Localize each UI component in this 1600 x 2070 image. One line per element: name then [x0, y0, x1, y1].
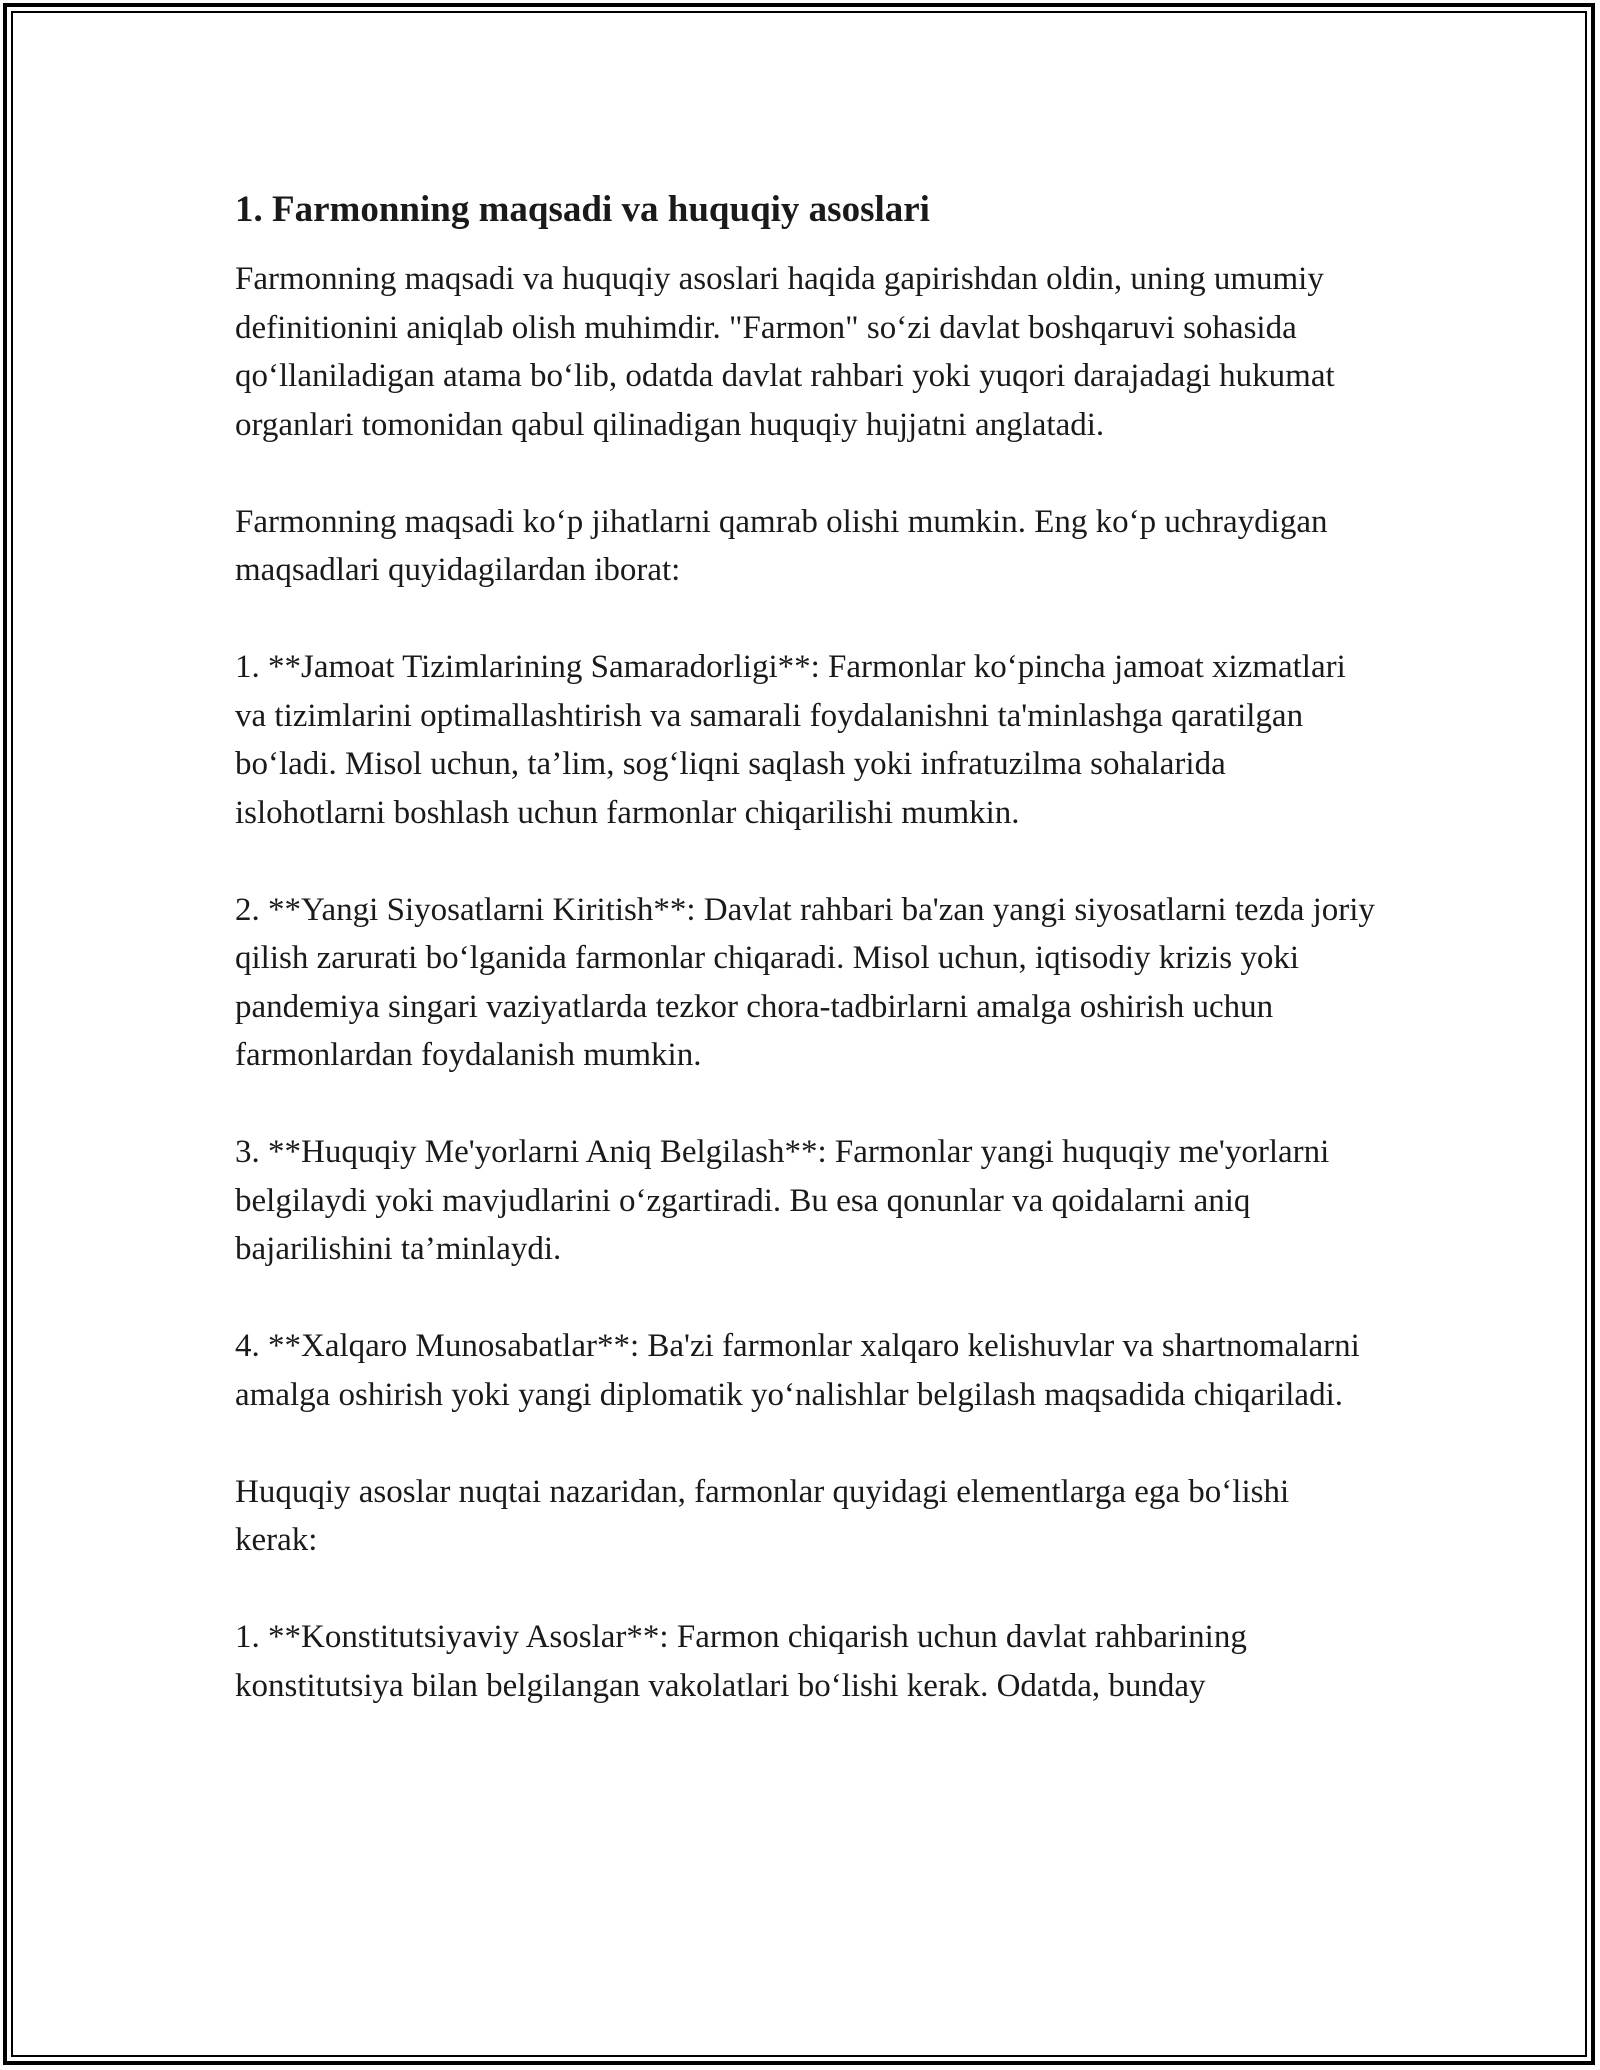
document-body [235, 185, 1375, 1759]
list-item-purpose-2: 2. **Yangi Siyosatlarni Kiritish**: Davlat rahbari ba'zan yangi siyosatlarni tezda joriy qilish zarurati bo‘lganida farmonlar chiqaradi. Misol uchun, iqtisodiy krizis yoki pandemiya singari vaziyatlarda tezkor chora-tadbirlarni amalga oshirish uchun farmonlardan foydalanish mumkin. [235, 891, 1375, 1073]
paragraph-legal-basis: Huquqiy asoslar nuqtai nazaridan, farmonlar quyidagi elementlarga ega bo‘lishi kerak: [235, 1473, 1290, 1558]
list-item-purpose-3: 3. **Huquqiy Me'yorlarni Aniq Belgilash**: Farmonlar yangi huquqiy me'yorlarni belgilaydi yoki mavjudlarini o‘zgartiradi. Bu esa qonunlar va qoidalarni aniq bajarilishini ta’minlaydi. [235, 1134, 1330, 1267]
list-item-purpose-1: 1. **Jamoat Tizimlarining Samaradorligi**: Farmonlar ko‘pincha jamoat xizmatlari va tizimlarini optimallashtirish va samarali foydalanishni ta'minlashga qaratilgan bo‘ladi. Misol uchun, ta’lim, sog‘liqni saqlash yoki infratuzilma sohalarida islohotlarni boshlash uchun farmonlar chiqarilishi mumkin. [235, 649, 1346, 831]
paragraph-purpose: Farmonning maqsadi ko‘p jihatlarni qamrab olishi mumkin. Eng ko‘p uchraydigan maqsadlari quyidagilardan iborat: [235, 503, 1328, 588]
paragraph-intro: Farmonning maqsadi va huquqiy asoslari haqida gapirishdan oldin, uning umumiy definitionini aniqlab olish muhimdir. "Farmon" so‘zi davlat boshqaruvi sohasida qo‘llaniladigan atama bo‘lib, odatda davlat rahbari yoki yuqori darajadagi hukumat organlari tomonidan qabul qilinadigan huquqiy hujjatni anglatadi. [235, 261, 1335, 443]
list-item-legal-1: 1. **Konstitutsiyaviy Asoslar**: Farmon chiqarish uchun davlat rahbarining konstitutsiya bilan belgilangan vakolatlari bo‘lishi kerak. Odatda, bunday [235, 1619, 1247, 1704]
section-heading: 1. Farmonning maqsadi va huquqiy asoslari [235, 189, 930, 230]
list-item-purpose-4: 4. **Xalqaro Munosabatlar**: Ba'zi farmonlar xalqaro kelishuvlar va shartnomalarni amalga oshirish yoki yangi diplomatik yo‘nalishlar belgilash maqsadida chiqariladi. [235, 1328, 1360, 1413]
